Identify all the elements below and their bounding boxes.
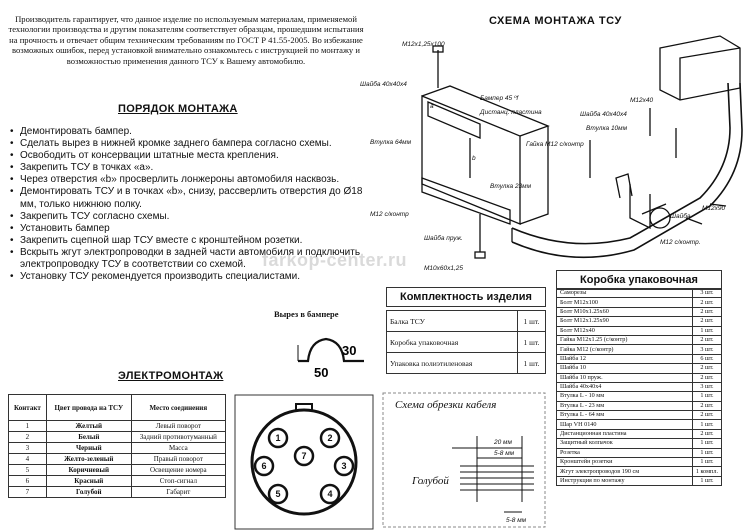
label-sleeve-64: Втулка 64мм	[370, 139, 412, 146]
cell: Правый поворот	[131, 454, 225, 465]
cell: Саморезы	[557, 289, 693, 298]
cell: Задний противотуманный	[131, 432, 225, 443]
bumper-dim-height: 30	[342, 343, 357, 358]
table-row	[557, 392, 722, 401]
cell: 6 шт.	[692, 354, 721, 363]
table-row	[557, 411, 722, 420]
cable-diagram	[382, 392, 546, 528]
cell: 1 шт.	[692, 476, 721, 485]
table-row	[557, 373, 722, 382]
cell: 2 шт.	[692, 401, 721, 410]
table-row	[9, 454, 226, 465]
table-row	[557, 382, 722, 391]
col-header: Цвет провода на ТСУ	[46, 395, 131, 421]
cell: 1 шт.	[692, 458, 721, 467]
installation-diagram	[330, 28, 748, 273]
cell: 1 компл.	[692, 467, 721, 476]
cell: Красный	[46, 476, 131, 487]
cell: Болт М12х1.25х90	[557, 317, 693, 326]
cell: Освещение номера	[131, 465, 225, 476]
table-row	[9, 432, 226, 443]
cell: Масса	[131, 443, 225, 454]
label-washer-spring: Шайба пруж.	[424, 235, 463, 242]
cable-title: Схема обрезки кабеля	[395, 399, 497, 411]
cell: Болт М12х100	[557, 298, 693, 307]
pin-label: 4	[327, 489, 333, 499]
cell: Гайка М12х1.25 (с/контр)	[557, 335, 693, 344]
table-row	[557, 298, 722, 307]
kit-title: Комплектность изделия	[386, 287, 546, 307]
table-row	[9, 421, 226, 432]
list-item: • Вскрыть жгут электропроводки в задней части автомобиля и подключить электропроводку ТСУ в соответствии со схемой.	[10, 247, 370, 271]
table-row	[387, 311, 546, 332]
cell: Коробка упаковочная	[387, 332, 518, 353]
cell: 1 шт.	[692, 439, 721, 448]
cell: Белый	[46, 432, 131, 443]
cell: 2 шт.	[692, 298, 721, 307]
col-header: Место соединения	[131, 395, 225, 421]
label-nut-m12: Гайка М12 с/контр	[526, 141, 584, 148]
label-bolt-top: M12x1,25x100	[402, 41, 445, 48]
list-item: • Закрепить ТСУ согласно схемы.	[10, 211, 370, 223]
cell: Желтый	[46, 421, 131, 432]
cell: Болт М12х40	[557, 326, 693, 335]
list-item: • Демонтировать бампер.	[10, 126, 370, 138]
label-washer-40-right: Шайба 40x40x4	[580, 111, 627, 118]
cell: 7	[9, 487, 47, 498]
cell: 3	[9, 443, 47, 454]
watermark: farkop-center.ru	[262, 250, 408, 270]
cell: Голубой	[46, 487, 131, 498]
cell: Упаковка полиэтиленовая	[387, 353, 518, 374]
table-row	[557, 467, 722, 476]
pin-label: 7	[301, 451, 307, 461]
socket-ring	[252, 410, 356, 514]
table-row	[387, 332, 546, 353]
label-m12x90: М12x90	[702, 205, 726, 212]
cell: 1	[9, 421, 47, 432]
label-bezel: Бампер 45 ºf	[480, 95, 519, 102]
cable-color-label: Голубой	[412, 475, 449, 487]
table-row	[557, 335, 722, 344]
box-title: Коробка упаковочная	[556, 270, 722, 290]
cell: Левый поворот	[131, 421, 225, 432]
label-sleeve-10: Втулка 10мм	[586, 125, 628, 132]
table-row	[557, 317, 722, 326]
table-row	[387, 353, 546, 374]
table-row	[557, 401, 722, 410]
cell: 1 шт.	[692, 420, 721, 429]
table-row	[557, 289, 722, 298]
cell: 1 шт.	[518, 332, 546, 353]
cell: 3 шт.	[692, 345, 721, 354]
pin-label: 5	[275, 489, 281, 499]
cell: 1 шт.	[518, 353, 546, 374]
col-header: Контакт	[9, 395, 47, 421]
label-m12-contr-r: М12 с/контр.	[660, 239, 701, 246]
table-row	[9, 476, 226, 487]
cell: 3 шт.	[692, 289, 721, 298]
table-row	[557, 307, 722, 316]
list-item: • Демонтировать ТСУ и в точках «b», снизу, рассверлить отверстия до Ø18 мм, только нижнюю полку.	[10, 186, 370, 210]
table-row	[557, 345, 722, 354]
cell: Шайба 40х40х4	[557, 382, 693, 391]
table-row	[557, 439, 722, 448]
table-row	[557, 326, 722, 335]
label-m10x60: М10x60x1,25	[424, 265, 464, 272]
cell: Инструкция по монтажу	[557, 476, 693, 485]
table-row	[557, 354, 722, 363]
table-row	[557, 364, 722, 373]
list-item: • Закрепить ТСУ в точках «а».	[10, 162, 370, 174]
cell: 1 шт.	[692, 392, 721, 401]
pin-label: 2	[327, 433, 333, 443]
cell: Розетка	[557, 448, 693, 457]
table-row	[9, 443, 226, 454]
bumper-cut-drawing	[292, 325, 372, 380]
label-nut-m12-contr: М12 с/контр	[370, 211, 409, 218]
cell: Шайба 12	[557, 354, 693, 363]
table-row	[557, 476, 722, 485]
cell: Защитный колпачок	[557, 439, 693, 448]
label-point-b: b	[472, 155, 476, 162]
cell: 2 шт.	[692, 364, 721, 373]
cell: 3 шт.	[692, 382, 721, 391]
list-item: • Сделать вырез в нижней кромке заднего бампера согласно схемы.	[10, 138, 370, 150]
label-sleeve-23: Втулка 23мм	[490, 183, 532, 190]
electro-heading: ЭЛЕКТРОМОНТАЖ	[118, 370, 224, 382]
pin-label: 1	[275, 433, 281, 443]
table-row	[557, 458, 722, 467]
list-item: • Через отверстия «b» просверлить лонжероны автомобиля насквозь.	[10, 174, 370, 186]
list-item: • Установку ТСУ рекомендуется производить специалистами.	[10, 271, 370, 283]
table-row	[9, 465, 226, 476]
pin-label: 6	[261, 461, 267, 471]
list-item: • Закрепить сцепной шар ТСУ вместе с кронштейном розетки.	[10, 235, 370, 247]
cell: Шайба 10 пруж.	[557, 373, 693, 382]
cell: Стоп-сигнал	[131, 476, 225, 487]
cell: Кронштейн розетки	[557, 458, 693, 467]
socket-diagram	[234, 394, 374, 530]
cell: Черный	[46, 443, 131, 454]
label-washer-40: Шайба 40x40x4	[360, 81, 407, 88]
cell: Жгут электропроводов 190 см	[557, 467, 693, 476]
cell: Шайба 10	[557, 364, 693, 373]
cell: Коричневый	[46, 465, 131, 476]
cell: 2 шт.	[692, 373, 721, 382]
table-row	[557, 448, 722, 457]
cell: 2 шт.	[692, 411, 721, 420]
cell: 1 шт.	[692, 448, 721, 457]
cell: Желто-зеленый	[46, 454, 131, 465]
label-point-a: a	[430, 103, 434, 110]
bumper-dim-width: 50	[314, 365, 329, 380]
pin-label: 3	[341, 461, 347, 471]
cell: Втулка L - 64 мм	[557, 411, 693, 420]
diagram-title: СХЕМА МОНТАЖА ТСУ	[489, 15, 622, 27]
cell: Балка ТСУ	[387, 311, 518, 332]
cell: 4	[9, 454, 47, 465]
label-washer: Шайба	[670, 213, 691, 220]
cell: Болт М10х1.25х60	[557, 307, 693, 316]
intro-paragraph: Производитель гарантирует, что данное изделие по используемым материалам, применяемой технологии производства и другим показателям соответствует образцам, прошедшим испытания на прочность и отвечает общим техническим требованиям по ГОСТ Р 41.55-2005. Во избежание возможных ошибок, перед установкой внимательно ознакомьтесь с инструкцией по монтажу и возможностью применения данного ТСУ к Вашему автомобилю.	[8, 14, 364, 66]
table-row	[557, 429, 722, 438]
table-header-row	[9, 395, 226, 421]
cell: 2	[9, 432, 47, 443]
cell: 1 шт.	[518, 311, 546, 332]
bumper-cut-label: Вырез в бампере	[274, 309, 339, 319]
cell: Габарит	[131, 487, 225, 498]
cell: 6	[9, 476, 47, 487]
cell: 1 шт.	[692, 326, 721, 335]
label-m12x40: М12x40	[630, 97, 654, 104]
table-row	[9, 487, 226, 498]
cell: 2 шт.	[692, 429, 721, 438]
cell: 2 шт.	[692, 307, 721, 316]
order-heading: ПОРЯДОК МОНТАЖА	[118, 103, 238, 115]
cable-frame	[383, 393, 545, 527]
label-distance-plate: Дистанц. пластина	[480, 109, 542, 116]
cell: 2 шт.	[692, 335, 721, 344]
cell: 5	[9, 465, 47, 476]
box-table	[556, 288, 722, 486]
kit-table	[386, 310, 546, 374]
list-item: • Освободить от консервации штатные места крепления.	[10, 150, 370, 162]
cell: Втулка L - 10 мм	[557, 392, 693, 401]
cable-dim-58: 5-8 мм	[494, 450, 515, 457]
cell: Шар VH 0140	[557, 420, 693, 429]
cable-dim-20: 20 мм	[494, 439, 512, 446]
cell: Дистанционная пластина	[557, 429, 693, 438]
cell: Гайка М12 (с/контр)	[557, 345, 693, 354]
cell: 2 шт.	[692, 317, 721, 326]
cell: Втулка L - 23 мм	[557, 401, 693, 410]
wiring-table	[8, 394, 226, 498]
table-row	[557, 420, 722, 429]
list-item: • Установить бампер	[10, 223, 370, 235]
cable-dim-58b: 5-8 мм	[506, 517, 527, 524]
